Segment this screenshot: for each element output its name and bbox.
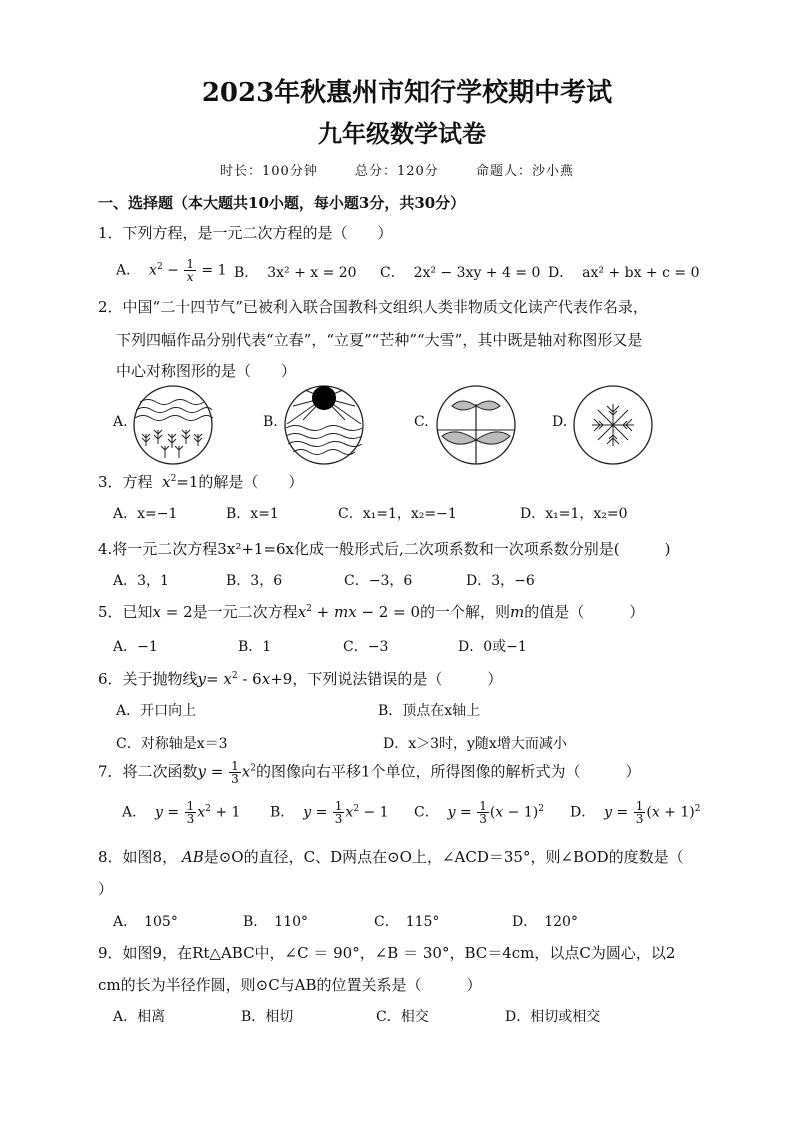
q4-option-d: D．3，−6	[466, 573, 535, 589]
q1-option-d: D． ax² + bx + c = 0	[548, 265, 700, 281]
q2-line2: 下列四幅作品分别代表“立春”，“立夏”“芒种”“大雪”，其中既是轴对称图形又是	[116, 331, 643, 349]
q9-line2: cm的长为半径作圆，则⊙C与AB的位置关系是（ ）	[98, 976, 482, 994]
q5-option-d: D．0或−1	[458, 639, 527, 655]
author: 命题人：沙小燕	[475, 164, 574, 179]
q5-option-a: A．−1	[113, 639, 158, 655]
figure-b-lixia	[283, 384, 365, 466]
exam-title: 2023年秋惠州市知行学校期中考试	[201, 78, 613, 108]
duration: 时长：100分钟	[220, 164, 318, 179]
q2-line3: 中心对称图形的是（ ）	[116, 362, 297, 380]
q3-option-d: D．x₁=1，x₂=0	[520, 506, 628, 522]
q4-option-a: A．3，1	[113, 573, 169, 589]
q8-option-b: B． 110°	[243, 914, 309, 930]
q8-option-c: C． 115°	[374, 914, 440, 930]
exam-subtitle: 九年级数学试卷	[318, 119, 486, 148]
q1-stem: 1．下列方程，是一元二次方程的是（ ）	[98, 224, 393, 242]
q8-stem: 8．如图8， AB是⊙O的直径，C、D两点在⊙O上，∠ACD＝35°，则∠BOD的度数是（	[98, 848, 684, 866]
q1-option-b: B． 3x² + x = 20	[234, 265, 357, 281]
q3-option-b: B．x=1	[226, 506, 279, 522]
q9-option-a: A．相离	[113, 1009, 166, 1025]
q4-option-b: B．3，6	[226, 573, 283, 589]
q6-option-b: B．顶点在x轴上	[378, 703, 481, 719]
q8-option-a: A． 105°	[113, 914, 178, 930]
q7-option-c: C． y = $\frac{1}{3}$ $(x - 1)^2$	[414, 799, 544, 826]
q2-label-c: C.	[414, 414, 429, 430]
q6-option-d: D．x＞3时，y随x增大而减小	[383, 736, 567, 752]
q1-option-a: A． $x^2$ − $\frac{1}{x}$ = 1	[116, 257, 227, 284]
q3-stem: 3．方程 $x^2=1$的解是（ ）	[98, 473, 304, 491]
q6-option-c: C．对称轴是x＝3	[116, 736, 228, 752]
q2-label-a: A.	[113, 414, 128, 430]
q6-stem: 6．关于抛物线$y= x^2 - 6x+9$，下列说法错误的是（ ）	[98, 670, 503, 688]
q2-label-b: B.	[263, 414, 278, 430]
figure-d-daxue	[572, 384, 654, 466]
q3-option-a: A．x=−1	[113, 506, 178, 522]
figure-a-lichun	[132, 384, 214, 466]
q7-stem: 7．将二次函数y = $\frac{1}{3}$ $x^2$的图像向右平移1个单位，所得图像的解析式为（ ）	[98, 759, 641, 786]
q4-stem: 4.将一元二次方程3x²+1=6x化成一般形式后,二次项系数和一次项系数分别是( )	[98, 540, 671, 558]
q5-option-b: B．1	[238, 639, 272, 655]
q3-option-c: C．x₁=1，x₂=−1	[338, 506, 457, 522]
q8-stem-line2: ）	[98, 880, 114, 898]
q8-option-d: D． 120°	[512, 914, 578, 930]
q2-label-d: D.	[552, 414, 568, 430]
q5-option-c: C．−3	[343, 639, 389, 655]
q9-option-c: C．相交	[376, 1009, 429, 1025]
q9-option-d: D．相切或相交	[505, 1009, 601, 1025]
q7-option-d: D． y = $\frac{1}{3}$ $(x + 1)^2$	[570, 799, 701, 826]
q4-option-c: C．−3，6	[344, 573, 413, 589]
q6-option-a: A．开口向上	[116, 703, 197, 719]
q9-line1: 9．如图9，在Rt△ABC中，∠C ＝ 90°，∠B ＝ 30°，BC＝4cm，以点C为圆心，以2	[98, 944, 676, 962]
q7-option-a: A． y = $\frac{1}{3}$ $x^2 + 1$	[122, 799, 241, 826]
q2-line1: 2．中国“二十四节气”已被利入联合国教科文组织人类非物质文化读产代表作名录，	[98, 298, 648, 316]
q5-stem: 5．已知x = 2是一元二次方程$x^2$ + mx − 2 = 0的一个解，则m的值是（ ）	[98, 603, 645, 621]
exam-meta	[0, 160, 794, 179]
q9-option-b: B．相切	[241, 1009, 294, 1025]
section-heading: 一、选择题（本大题共10小题，每小题3分，共30分）	[98, 194, 466, 212]
total-score: 总分：120分	[354, 164, 439, 179]
q7-option-b: B． y = $\frac{1}{3}$ $x^2 - 1$	[270, 799, 389, 826]
figure-c-mangzhong	[435, 384, 517, 466]
q1-option-c: C． 2x² − 3xy + 4 = 0	[380, 265, 541, 281]
